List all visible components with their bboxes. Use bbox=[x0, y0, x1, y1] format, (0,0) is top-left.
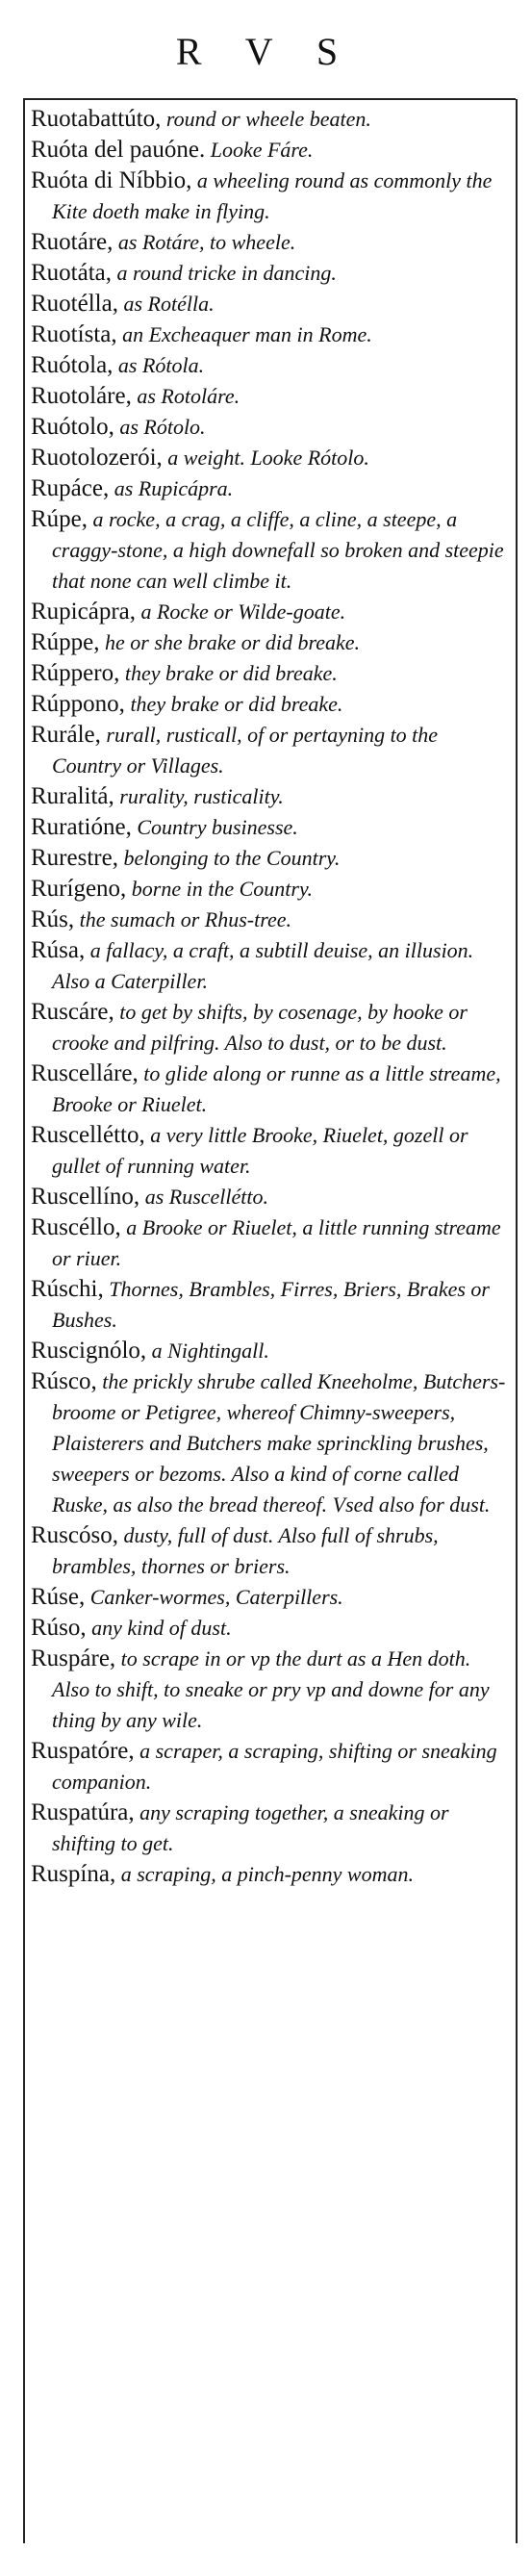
dictionary-entry bbox=[31, 319, 512, 350]
definition: to scrape in or vp the durt as a Hen doth. Also to shift, to sneake or pry vp and downe for any thing by any wile. bbox=[52, 1646, 490, 1732]
headword: Rúppono, bbox=[31, 691, 125, 717]
dictionary-entry bbox=[31, 874, 512, 905]
dictionary-entry bbox=[31, 258, 512, 289]
dictionary-entry bbox=[31, 227, 512, 258]
headword: Ruotáta, bbox=[31, 260, 113, 286]
headword: Ruotoláre, bbox=[31, 383, 132, 409]
dictionary-entry bbox=[31, 1613, 512, 1644]
definition: any scraping together, a sneaking or shifting to get. bbox=[52, 1800, 449, 1855]
definition: a weight. Looke Rótolo. bbox=[162, 446, 369, 470]
dictionary-entry bbox=[31, 381, 512, 412]
headword: Ruratióne, bbox=[31, 814, 132, 840]
definition: a scraping, a pinch-penny woman. bbox=[115, 1862, 414, 1886]
definition: they brake or did breake. bbox=[119, 661, 338, 685]
dictionary-entry bbox=[31, 1182, 512, 1212]
definition: he or she brake or did breake. bbox=[99, 630, 360, 654]
definition: they brake or did breake. bbox=[124, 692, 343, 716]
headword: Ruótolo, bbox=[31, 414, 114, 440]
dictionary-entry bbox=[31, 843, 512, 874]
definition: round or wheele beaten. bbox=[161, 107, 371, 131]
definition: a wheeling round as commonly the Kite doeth make in flying. bbox=[52, 168, 493, 223]
dictionary-entry bbox=[31, 1798, 512, 1859]
definition: borne in the Country. bbox=[126, 877, 314, 901]
dictionary-entry bbox=[31, 350, 512, 381]
left-rule bbox=[23, 99, 25, 2543]
headword: Rurígeno, bbox=[31, 876, 127, 902]
definition: a Rocke or Wilde-goate. bbox=[135, 599, 346, 624]
dictionary-entry bbox=[31, 443, 512, 473]
headword: Rús, bbox=[31, 906, 75, 932]
page-header: R V S bbox=[175, 30, 356, 73]
dictionary-entry bbox=[31, 1859, 512, 1890]
headword: Rúso, bbox=[31, 1615, 87, 1641]
top-rule bbox=[23, 98, 516, 100]
definition: a very little Brooke, Riuelet, gozell or gullet of running water. bbox=[52, 1123, 468, 1178]
dictionary-entry bbox=[31, 627, 512, 658]
definition: as Rótola. bbox=[113, 353, 205, 377]
headword: Ruspáre, bbox=[31, 1645, 116, 1671]
dictionary-entry bbox=[31, 412, 512, 443]
headword: Rupáce, bbox=[31, 475, 110, 501]
definition: as Rotoláre. bbox=[131, 384, 240, 408]
definition: any kind of dust. bbox=[86, 1616, 232, 1640]
dictionary-entry bbox=[31, 1520, 512, 1582]
dictionary-entry bbox=[31, 905, 512, 935]
headword: Ruscáre, bbox=[31, 999, 114, 1025]
dictionary-entry bbox=[31, 997, 512, 1058]
headword: Rúse, bbox=[31, 1584, 86, 1610]
definition: the sumach or Rhus-tree. bbox=[74, 907, 292, 931]
definition: as Rupicápra. bbox=[109, 476, 234, 500]
headword: Rúpe, bbox=[31, 506, 88, 532]
headword: Ruótola, bbox=[31, 352, 114, 378]
definition: a rocke, a crag, a cliffe, a cline, a steepe, a craggy-stone, a high downefall so broken and steepie that none can well climbe it. bbox=[52, 507, 504, 593]
dictionary-entry bbox=[31, 1366, 512, 1520]
dictionary-entry bbox=[31, 504, 512, 597]
definition: a scraper, a scraping, shifting or sneaking companion. bbox=[52, 1739, 497, 1794]
headword: Rurestre, bbox=[31, 845, 118, 871]
definition: as Rótolo. bbox=[114, 415, 206, 439]
right-rule bbox=[516, 99, 518, 2543]
dictionary-entry bbox=[31, 473, 512, 504]
dictionary-entry bbox=[31, 1058, 512, 1120]
headword: Ruotabattúto, bbox=[31, 106, 162, 132]
definition: to get by shifts, by cosenage, by hooke or crooke and pilfring. Also to dust, or to be dust. bbox=[52, 1000, 468, 1055]
definition: Thornes, Brambles, Firres, Briers, Brakes or Bushes. bbox=[52, 1277, 490, 1332]
headword: Ruotolozerói, bbox=[31, 445, 163, 471]
dictionary-entry bbox=[31, 104, 512, 135]
entry-list bbox=[31, 104, 512, 1890]
definition: as Rotáre, to wheele. bbox=[113, 230, 296, 254]
headword: Rúsa, bbox=[31, 937, 86, 963]
dictionary-entry bbox=[31, 1120, 512, 1182]
headword: Ruóta del pauóne. bbox=[31, 137, 206, 163]
headword: Ruspína, bbox=[31, 1861, 116, 1887]
headword: Ruscignólo, bbox=[31, 1338, 147, 1364]
headword: Ruscellétto, bbox=[31, 1122, 145, 1148]
dictionary-entry bbox=[31, 935, 512, 997]
definition: Looke Fáre. bbox=[205, 138, 314, 162]
definition: a Brooke or Riuelet, a little running streame or riuer. bbox=[52, 1215, 501, 1270]
headword: Ruotísta, bbox=[31, 321, 117, 347]
definition: dusty, full of dust. Also full of shrubs, brambles, thornes or briers. bbox=[52, 1523, 439, 1578]
headword: Rúsco, bbox=[31, 1368, 97, 1394]
dictionary-entry bbox=[31, 781, 512, 812]
headword: Rurále, bbox=[31, 722, 101, 748]
dictionary-entry bbox=[31, 812, 512, 843]
dictionary-entry bbox=[31, 1644, 512, 1736]
definition: rurality, rusticality. bbox=[114, 784, 284, 808]
headword: Ruotélla, bbox=[31, 291, 118, 317]
headword: Ruscelláre, bbox=[31, 1060, 139, 1086]
headword: Ruspatóre, bbox=[31, 1738, 135, 1764]
headword: Ruralitá, bbox=[31, 783, 114, 809]
headword: Ruspatúra, bbox=[31, 1799, 135, 1825]
definition: Country businesse. bbox=[131, 815, 298, 839]
definition: as Rotélla. bbox=[117, 292, 215, 316]
dictionary-entry bbox=[31, 597, 512, 627]
definition: a fallacy, a craft, a subtill deuise, an illusion. Also a Caterpiller. bbox=[52, 938, 474, 993]
dictionary-entry bbox=[31, 1212, 512, 1274]
dictionary-entry bbox=[31, 1274, 512, 1336]
definition: a round tricke in dancing. bbox=[112, 261, 337, 285]
headword: Ruotáre, bbox=[31, 229, 114, 255]
definition: a Nightingall. bbox=[146, 1339, 269, 1363]
dictionary-entry bbox=[31, 1336, 512, 1366]
headword: Ruscéllo, bbox=[31, 1214, 121, 1240]
dictionary-entry bbox=[31, 166, 512, 227]
definition: Canker-wormes, Caterpillers. bbox=[85, 1585, 343, 1609]
dictionary-entry bbox=[31, 135, 512, 166]
dictionary-entry bbox=[31, 689, 512, 720]
dictionary-entry bbox=[31, 720, 512, 781]
definition: an Excheaquer man in Rome. bbox=[116, 322, 372, 346]
definition: rurall, rusticall, of or pertayning to the Country or Villages. bbox=[52, 723, 439, 778]
definition: as Ruscellétto. bbox=[139, 1185, 268, 1209]
dictionary-entry bbox=[31, 289, 512, 319]
definition: to glide along or runne as a little streame, Brooke or Riuelet. bbox=[52, 1061, 501, 1116]
dictionary-entry bbox=[31, 1736, 512, 1798]
headword: Ruscellíno, bbox=[31, 1184, 140, 1210]
dictionary-entry bbox=[31, 1582, 512, 1613]
headword: Ruscóso, bbox=[31, 1522, 118, 1548]
definition: the prickly shrube called Kneeholme, Butchers-broome or Petigree, whereof Chimny-sweepers, Plaisterers and Butchers make sprinckling brushes, sweepers or bezoms. Also a kind of corne called Ruske, as also the bread thereof. Vsed also for dust. bbox=[52, 1369, 506, 1517]
headword: Rúppe, bbox=[31, 629, 100, 655]
headword: Rúppero, bbox=[31, 660, 120, 686]
headword: Rúschi, bbox=[31, 1276, 104, 1302]
definition: belonging to the Country. bbox=[117, 846, 341, 870]
headword: Rupicápra, bbox=[31, 599, 136, 625]
headword: Ruóta di Níbbio, bbox=[31, 167, 192, 193]
dictionary-entry bbox=[31, 658, 512, 689]
